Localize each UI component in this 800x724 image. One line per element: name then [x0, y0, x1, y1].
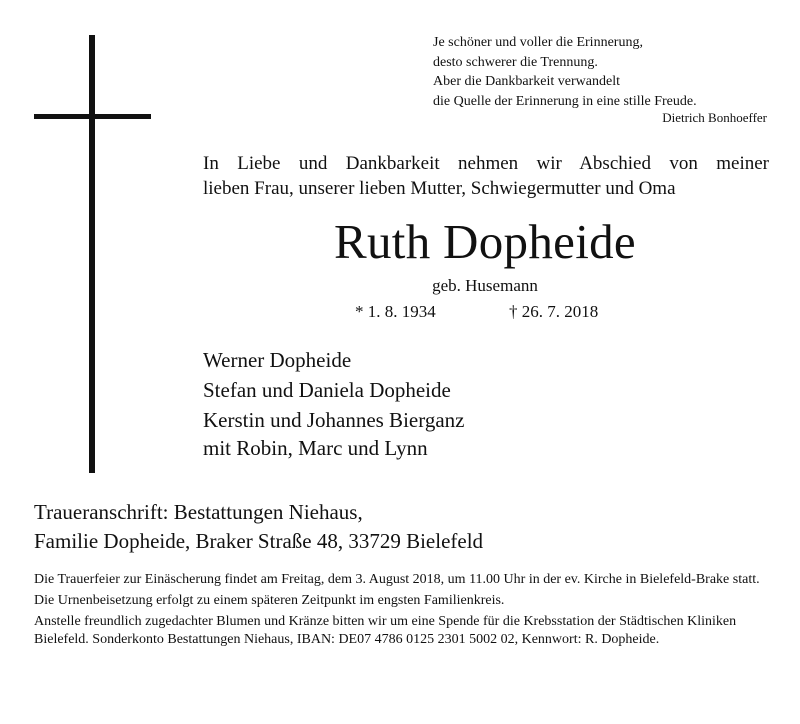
cross-icon: [89, 35, 95, 473]
bonhoeffer-quote: [433, 33, 697, 111]
deceased-name: Ruth Dopheide: [334, 214, 636, 269]
mourner: Werner Dopheide: [203, 348, 352, 372]
mourning-address: [34, 498, 483, 556]
funeral-notes: [34, 571, 770, 652]
mourner: mit Robin, Marc und Lynn: [203, 436, 428, 460]
quote-line: Je schöner und voller die Erinnerung,: [433, 35, 643, 50]
quote-line: Aber die Dankbarkeit verwandelt: [433, 74, 620, 89]
death-date: † 26. 7. 2018: [509, 302, 599, 321]
mourner: Stefan und Daniela Dopheide: [203, 378, 451, 402]
funeral-service-note: Die Trauerfeier zur Einäscherung findet am Freitag, dem 3. August 2018, um 11.00 Uhr in der ev. Kirche in Bielefeld-Brake statt.: [34, 572, 760, 587]
birth-name: geb. Husemann: [432, 276, 538, 295]
intro-line: lieben Frau, unserer lieben Mutter, Schwiegermutter und Oma: [203, 178, 676, 199]
mourner: Kerstin und Johannes Bierganz: [203, 408, 465, 432]
birth-date: * 1. 8. 1934: [355, 302, 436, 321]
intro-line: In Liebe und Dankbarkeit nehmen wir Abschied von meiner: [203, 153, 769, 174]
urn-burial-note: Die Urnenbeisetzung erfolgt zu einem späteren Zeitpunkt im engsten Familienkreis.: [34, 593, 505, 608]
address-line: Traueranschrift: Bestattungen Niehaus,: [34, 500, 363, 524]
farewell-intro: [203, 151, 769, 201]
quote-line: die Quelle der Erinnerung in eine stille Freude.: [433, 93, 697, 109]
quote-line: desto schwerer die Trennung.: [433, 54, 598, 70]
donation-note: Anstelle freundlich zugedachter Blumen und Kränze bitten wir um eine Spende für die Krebsstation der Städtischen Kliniken Bielefeld. Sonderkonto Bestattungen Niehaus, IBAN: DE07 4786 0125 2301 5002 02, Kennwort: R. Dopheide.: [34, 614, 737, 647]
mourners-list: [203, 346, 464, 464]
cross-crossbar: [34, 114, 151, 119]
address-line: Familie Dopheide, Braker Straße 48, 33729 Bielefeld: [34, 529, 484, 553]
quote-author: Dietrich Bonhoeffer: [662, 110, 767, 125]
